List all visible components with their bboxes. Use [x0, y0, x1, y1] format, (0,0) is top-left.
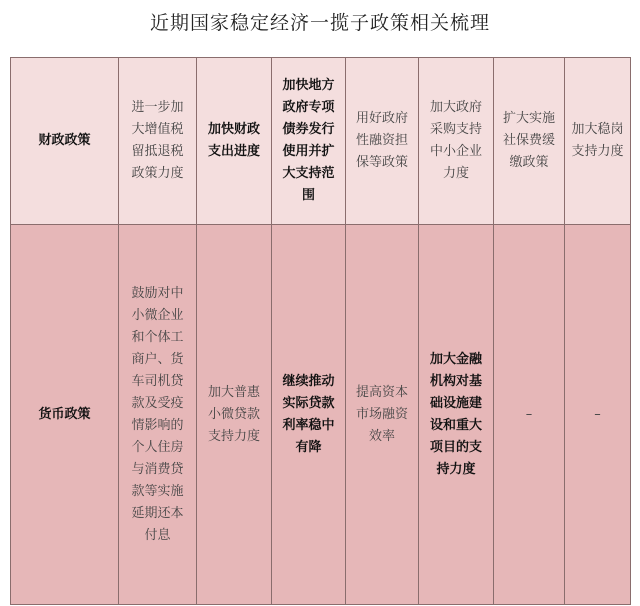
policy-table — [10, 57, 631, 605]
cell-text: 加大金融机构对基础设施建设和重大项目的支持力度 — [429, 351, 482, 477]
cell-text: 扩大实施社保费缓缴政策 — [502, 111, 555, 170]
table-cell — [565, 225, 631, 605]
table-cell — [197, 225, 272, 605]
page-title: 近期国家稳定经济一揽子政策相关梳理 — [149, 12, 490, 34]
table-row-monetary-policy — [11, 225, 631, 605]
row-header-fiscal-policy — [11, 58, 119, 225]
table-cell — [419, 58, 494, 225]
table-cell — [119, 58, 197, 225]
table-cell — [494, 225, 565, 605]
cell-text: 加大稳岗支持力度 — [571, 122, 624, 159]
row-header-label: 财政政策 — [38, 133, 91, 148]
cell-text: 加快地方政府专项债券发行使用并扩大支持范围 — [282, 78, 335, 203]
cell-text: 进一步加大增值税留抵退税政策力度 — [131, 100, 184, 181]
table-cell — [565, 58, 631, 225]
table-cell — [346, 225, 419, 605]
row-header-monetary-policy — [11, 225, 119, 605]
cell-text: – — [525, 406, 533, 422]
table-cell — [272, 58, 346, 225]
cell-text: – — [594, 406, 601, 422]
table-cell — [346, 58, 419, 225]
table-cell — [494, 58, 565, 225]
table-cell — [419, 225, 494, 605]
cell-text: 提高资本市场融资效率 — [355, 384, 408, 444]
cell-text: 用好政府性融资担保等政策 — [355, 111, 408, 170]
table-cell — [197, 58, 272, 225]
cell-text: 加大政府采购支持中小企业力度 — [429, 100, 482, 181]
cell-text: 加快财政支出进度 — [207, 122, 260, 159]
table-row-fiscal-policy — [11, 58, 631, 225]
cell-text: 鼓励对中小微企业和个体工商户、货车司机贷款及受疫情影响的个人住房与消费贷款等实施延期还本付息 — [131, 285, 184, 543]
table-cell — [119, 225, 197, 605]
row-header-label: 货币政策 — [38, 406, 91, 422]
table-cell — [272, 225, 346, 605]
cell-text: 继续推动实际贷款利率稳中有降 — [282, 373, 335, 455]
cell-text: 加大普惠小微贷款支持力度 — [207, 384, 260, 444]
